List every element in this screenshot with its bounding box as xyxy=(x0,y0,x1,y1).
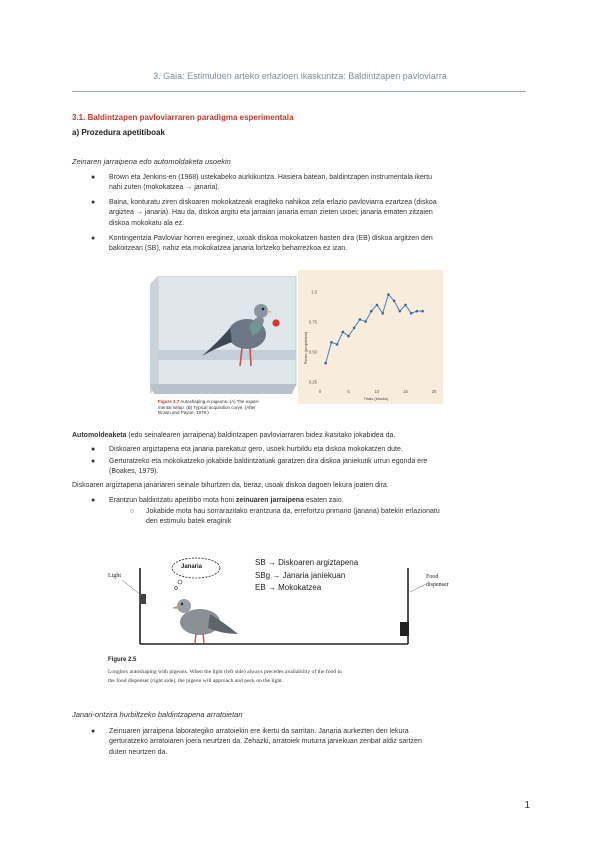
list-item xyxy=(109,496,344,506)
line: Food xyxy=(426,574,439,580)
page-number: 1 xyxy=(524,800,530,811)
bullet-dot: ● xyxy=(91,235,96,242)
line: Gerturatzeko eta mokokatzeko jokabide baldintzatuak garatzen dira diskoa janiekutik urrun egonda ere xyxy=(109,458,428,465)
list-item xyxy=(109,445,403,455)
line: Kontingentzia Pavloviar horren ereginez, uxoak diskoa mokokatzen hasten dira (EB) diskoa argitzen den xyxy=(109,235,433,242)
line: Brown eta Jenkins-en (1968) ustekabeko aurkikuntza. Hasiera batean, baldintzapen instrumentala ikertu xyxy=(109,174,432,181)
line: (Boakes, 1979). xyxy=(109,468,159,476)
bold-term: Automoldeaketa xyxy=(72,432,127,439)
line: argiztea → janaria). Hau da, diskoa argitu eta jarraian janaria eman zieten uxoei; janaria ematen zitzaien xyxy=(109,209,433,217)
x-axis-label: Trials (blocks) xyxy=(363,396,389,401)
data-point xyxy=(364,320,367,323)
line: bakoitzean (SB), nahiz eta mokokatzea janaria lortzeko beharrezkoa ez izan. xyxy=(109,245,348,253)
bullet-dot: ● xyxy=(91,728,96,735)
y-tick-label: 0.50 xyxy=(308,349,317,355)
line: Baina, konturatu ziren diskoaren mokokatzeak eragiteko nahikoa zela erlazio pavloviarra ezartzea (diskoa xyxy=(109,199,437,206)
figure-title: Figure 2.5 xyxy=(108,657,137,663)
list-item xyxy=(109,198,437,229)
list-item xyxy=(109,727,422,758)
legend-line: SBg → Janaria janiekuan xyxy=(255,570,346,580)
caption-line: Autoshaping in pigeons. (A) The experi- xyxy=(180,399,260,404)
data-point xyxy=(381,312,384,315)
bullet-dot: ● xyxy=(91,174,96,181)
data-point xyxy=(330,341,333,344)
x-tick-label: 0 xyxy=(318,389,322,394)
bullet-dot: ● xyxy=(91,446,96,453)
data-point xyxy=(404,304,407,307)
list-item xyxy=(109,457,427,478)
data-point xyxy=(399,310,402,313)
acquisition-chart xyxy=(298,270,443,404)
data-point xyxy=(421,310,424,313)
stimulus-legend xyxy=(255,557,358,595)
data-point xyxy=(347,335,350,338)
data-point xyxy=(393,299,396,302)
line: duten neurtzen da. xyxy=(109,748,168,756)
bullet-dot: ● xyxy=(91,497,96,504)
data-point xyxy=(387,293,390,296)
data-point xyxy=(359,318,362,321)
x-tick-label: 15 xyxy=(403,389,408,394)
line: den estimulu batek eraginik xyxy=(146,518,232,526)
legend-line: SB → Diskoaren argiztapena xyxy=(255,558,359,567)
x-tick-label: 10 xyxy=(374,389,380,394)
y-axis-label: Pecks (proportion) xyxy=(303,331,308,365)
line: diskoa mokokatu ala ez. xyxy=(109,219,185,227)
bullet-dot: ● xyxy=(91,199,96,206)
automoldeaketa-paragraph xyxy=(72,431,395,441)
data-point xyxy=(324,362,327,365)
data-point xyxy=(353,326,356,329)
header-divider xyxy=(72,91,526,92)
data-point xyxy=(342,331,345,334)
light-icon xyxy=(140,594,146,604)
line: Zeinuaren jarraipena laborategiko arratoiekin ere ikertu da sarritan. Janaria aurkezten den lekura xyxy=(109,728,409,735)
text: esaten zaio. xyxy=(303,497,344,504)
x-tick-label: 5 xyxy=(347,389,350,394)
data-point xyxy=(336,343,339,346)
autoshaping-heading: Zeinaren jarraipena edo automoldaketa usoekin xyxy=(72,157,231,166)
list-item xyxy=(109,173,432,194)
bullet-dot: ● xyxy=(91,458,96,465)
page-header: 3. Gaia: Estimuluen arteko erlazioen ikaskuntza: Baldintzapen pavloviarra xyxy=(153,71,447,81)
caption-line: the food dispenser (right side), the pigeon will approach and peck on the light. xyxy=(108,678,284,684)
line: dispenser xyxy=(426,582,449,588)
y-tick-label: 0.25 xyxy=(308,379,317,385)
key-light xyxy=(272,319,279,326)
paragraph-text: (edo seinalearen jarraipena) baldintzapen pavloviarraren bidez ikasitako jokabidea da. xyxy=(126,432,396,439)
x-tick-label: 20 xyxy=(431,389,437,394)
caption-label: Figure 3.7 xyxy=(158,399,180,404)
caption-line: mental setup. (B) Typical acquisition curve. (After xyxy=(158,404,256,410)
food-dispenser-label xyxy=(426,573,449,589)
sub-bullet-dot: ○ xyxy=(130,508,135,515)
legend-line: EB → Mokokatzea xyxy=(255,583,322,592)
list-item xyxy=(109,234,433,255)
caption-line: Brown and Payne, 1979.) xyxy=(158,410,209,415)
figure-caption xyxy=(158,399,260,416)
section-title: 3.1. Baldintzapen pavloviarraren paradigma esperimentala xyxy=(72,113,294,122)
subsection-title: a) Prozedura apetitiboak xyxy=(72,128,165,137)
data-point xyxy=(416,310,419,313)
data-point xyxy=(370,310,373,313)
sub-list-item xyxy=(146,507,440,528)
y-tick-label: 1.0 xyxy=(311,289,317,295)
line: Jokabide mota hau sorrarazitako erantzuna da, errefortzu primario (janaria) batekin erlazionatu xyxy=(146,508,440,515)
data-point xyxy=(376,304,379,307)
text: Erantzun baldintzatu apetitibo mota honi xyxy=(109,497,236,504)
y-tick-label: 0.75 xyxy=(308,319,317,325)
line: nahi zuten (mokokatzea → janaria). xyxy=(109,184,220,192)
diskoa-paragraph: Diskoaren argiztapena janariaren seinale bihurtzen da, beraz, usoak diskoa dagoen lekura joaten dira. xyxy=(72,482,389,489)
light-label: Light xyxy=(108,573,121,579)
rats-heading: Janari-ontzira hurbiltzeko baldintzapena arratoietan xyxy=(72,710,243,719)
data-point xyxy=(410,312,413,315)
food-dispenser-icon xyxy=(400,622,409,636)
pigeon-box-illustration xyxy=(150,276,300,398)
line: gerturatzeko arratoiaren joera neurtzen da. Zehazki, arratoiek muturra janiekuan zenbat aldiz sartzen xyxy=(109,738,422,746)
line: Diskoaren argiztapena eta janaria parekatuz gero, usoek hurbildu eta diskoa mokokatzen dute. xyxy=(109,446,403,453)
figure-caption xyxy=(108,668,342,686)
bold-term: zeinuaren jarraipena xyxy=(235,497,304,504)
speech-text: Janaria xyxy=(181,564,203,570)
caption-line: Longbox autoshaping with pigeons. When the light (left side) always precedes availability of the food in xyxy=(108,669,342,675)
